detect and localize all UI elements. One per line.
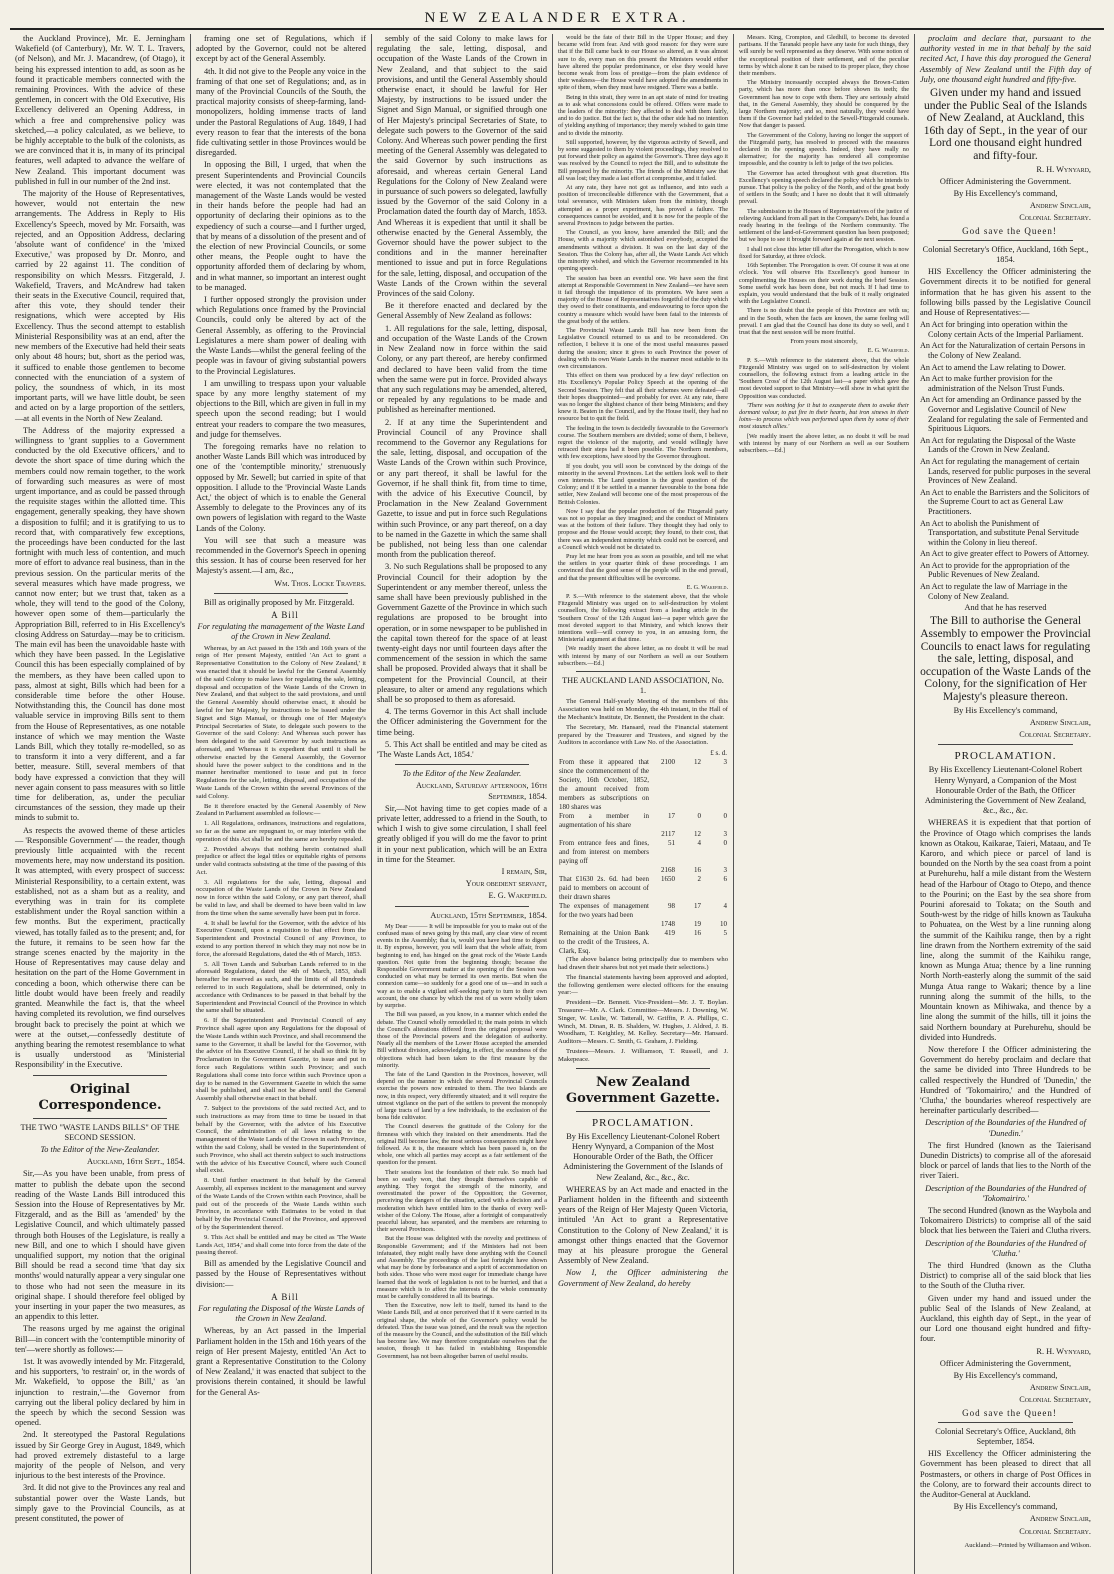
paragraph: 2. If at any time the Superintendent and Provincial Council of any Province shall recommend to the Governor any Regulations for the sale, letting, disposal, and occupation of the Waste Lands of the Crown within such Province, or any part thereof, it shall be lawful for the Governor, if he shall think fit, from time to time, with the advice of his Executive Council, by Proclamation in the New Zealand Government Gazette, to issue and put in force such Regulations within such Province, or any part thereof, on a day to be named in the Gazette in which the same shall be published, not being less than one calendar month from the publication thereof.: [377, 417, 547, 560]
paragraph: I further opposed strongly the provision under which Regulations once framed by the Provincial Councils, could only be altered by act of the General Assembly, as offering to the Provincial Legislatures a mere sham power of dealing with the Waste Lands—whilst the general feeling of the people was in favour of giving substantial powers to the Provincial Legislatures.: [196, 295, 366, 376]
act-item: An Act to regulate the law of Marriage in the Colony of New Zealand.: [920, 582, 1068, 601]
act-item: An Act to enable the Barristers and the Solicitors of the Supreme Court to act as General Law Practitioners.: [920, 487, 1090, 516]
signature: R. H. Wynyard,: [1036, 164, 1091, 174]
note: [We readily insert the above letter, as no doubt it will be read with interest by many of our Northern as well as our Southern subscribers.—Ed.]: [558, 645, 728, 667]
signature: Your obedient servant,: [465, 879, 547, 889]
paragraph: The Bill was passed, as you know, in a manner which ended the debate. The Council wholly remodelled it; the main points in which the Council's alterations differed from the original proposal were those of the Provincial powers and the delegation of authority. Nearly all the members of the Lower House accepted the amended Bill without division, acknowledging, in effect, the soundness of the objections which had been taken to the first measure by the minority.: [377, 1011, 547, 1069]
paragraph: P. S.—With reference to the statement above, that the whole Fitzgerald Ministry was urged on to self-destruction by violent counsellors, the following extract from a leading article in the 'Southern Cross' of the 12th August last—a paper which gave the most devoted support to that Ministry, and which knows their intentions well—will convey to you, in an amusing form, the Ministerial argument at that time.: [558, 593, 728, 644]
divider: [214, 593, 348, 594]
paragraph: The fate of the Land Question in the Provinces, however, will depend on the manner in which the several Provincial Councils exercise the powers now entrusted to them. The two Islands are now, in this respect, very differently situated; and it will require the utmost vigilance on the part of the settlers to prevent the monopoly of large tracts of land by a few individuals, to the exclusion of the bona fide cultivator.: [377, 1070, 547, 1122]
paragraph: There is no doubt that the people of this Province are with us; and in the South, when the facts are known, the same feeling will prevail. I am glad that the Council has done its duty so well, and I trust that the next session will be more fruitful.: [739, 307, 909, 336]
shillings: 0: [697, 812, 701, 821]
shillings: 4: [697, 839, 701, 848]
statement-label: [558, 830, 650, 839]
paragraph: Now I, the Officer administering the Government of New Zealand, do hereby: [558, 1268, 728, 1288]
act-item: An Act for regulating the Disposal of the Waste Lands of the Crown in New Zealand.: [920, 435, 1076, 455]
pence: 4: [723, 902, 727, 911]
signature-title: Officer Administering the Government.: [939, 176, 1072, 186]
signature-title: Officer Administering the Government,: [939, 1358, 1072, 1368]
paragraph: The majority of the House of Representatives, however, would not entertain the new arrangements. The Address in Reply to His Excellency's Speech, moved by Mr. Forsaith, was rejected, and an Opposition Address, declaring 'absolute want of confidence' in the 'mixed Executive,' was proposed by Dr. Monro, and carried by 22 against 11. The condition of responsibility on which Messrs. Fitzgerald, J. Wakefield, Travers, and McAndrew had taken their seats in the Executive Council, required that, after this vote, they should tender their resignations, which were accepted by His Excellency. Thus the second attempt to establish Ministerial Responsibility was at an end, after the new members of the Executive had held their seats only about 48 hours; but, short as the period was, it sufficed to enable those gentlemen to become connected with the enunciation of a system of policy, the soundness of which, in its most important parts, will we have little doubt, be seen and acted on by a large proportion of the settlers,—at all events in the North of New Zealand.: [15, 189, 185, 423]
letter-title: THE TWO "WASTE LANDS BILLS" OF THE SECOND SESSION.: [20, 1122, 180, 1142]
paragraph: 3. No such Regulations shall be proposed to any Provincial Council for their adoption by the Superintendent or any member thereof, unless the same shall have been previously published in the Government Gazette of the Province in which such regulations are proposed to be brought into operation, or in some newspaper to be published in the capital town thereof for the space of at least twenty-eight days nor until fourteen days after the commencement of the session in which the same shall be proposed. Provided always that it shall be competent for the Provincial Council, at their pleasure, to alter or amend any regulations which shall be so proposed to them as aforesaid.: [377, 562, 547, 704]
pence: 3: [723, 866, 727, 875]
divider: [395, 906, 529, 907]
divider: [938, 1422, 1073, 1423]
pence: 10: [720, 920, 727, 929]
letter-date: Auckland, Saturday afternoon, 16th September, 1854.: [415, 781, 547, 801]
proclamation-by: By His Excellency Lieutenant-Colonel Robert Henry Wynyard, a Companion of the Most Honourable Order of the Bath, the Officer Administering the Government of New Zealand, &c., &c., &c.: [924, 765, 1087, 816]
column-4: [553, 34, 734, 1574]
paragraph: HIS Excellency the Officer administering the Government has been pleased to direct that all Postmasters, or others in charge of Post Offices in the Colony, are to forward their accounts direct to the Auditor-General at Auckland.: [920, 1449, 1091, 1500]
act-item: An Act to abolish the Punishment of Transportation, and substitute Penal Servitude within the Colony in lieu thereof.: [920, 518, 1079, 547]
paragraph: 1. All regulations for the sale, letting, disposal, and occupation of the Waste Lands of the Crown in New Zealand now in force within the said Colony, or any part thereof, are hereby confirmed and declared to have been valid from the time when the same were put in force. Provided always that any such regulations may be amended, altered, or repealed by any regulations to be made and published as hereinafter mentioned.: [377, 323, 547, 415]
paragraph: The General Half-yearly Meeting of the members of this Association was held on Monday, the 4th instant, in the Hall of the Mechanic's Institute, Dr. Bennett, the President in the chair.: [558, 698, 728, 722]
statement-row: [558, 920, 728, 929]
pence: 0: [723, 839, 727, 848]
paragraph: Be it therefore enacted by the General Assembly of New Zealand in Parliament assembled as follows:—: [196, 802, 366, 818]
proclamation-by: By His Excellency Lieutenant-Colonel Robert Henry Wynyard, a Companion of the Most Honourable Order of the Bath, the Officer Administering the Government of the Islands of New Zealand, &c., &c., &c.: [563, 1131, 723, 1182]
paragraph: Still supported, however, by the vigorous activity of Sewell, and by some suggested to them by violent proceedings, they resolved to put forward their policy as against the Governor's. Three days ago it was resolved by the Council to reject the Bill, and to substitute the Bill prepared by the minority. The friends of the Ministry saw that all was lost; they made a last effort at compromise, and it failed.: [558, 138, 728, 182]
shillings: 2: [697, 875, 701, 884]
column-1: [10, 34, 191, 1574]
paragraph: Sir,—Not having time to get copies made of a private letter, addressed to a friend in the South, to which I wish to give some circulation, I shall feel greatly obliged if you will do me the favor to print it in your next publication, which will be an Extra in time for the Steamer.: [377, 803, 547, 864]
letter-addressee: To the Editor of the New-Zealander.: [40, 1144, 160, 1154]
pence: 0: [723, 812, 727, 821]
printer-footer: Auckland:—Printed by Williamson and Wilson.: [964, 1541, 1091, 1549]
signature: E. G. Wakefield.: [488, 891, 547, 901]
paragraph: Messrs. King, Crompton, and Gledhill, to become its devoted partisans. If the Taranaki people have any taste for such things, they will surely be well represented as they deserve. With some notion of the exceptional position of their settlement, and of the peculiar terms by which alone it can be raised to its proper place, they chose their members.: [739, 34, 909, 78]
act-item: An Act to provide for the appropriation of the Public Revenues of New Zealand.: [920, 560, 1070, 580]
pounds: 419: [664, 929, 675, 938]
command-line: By His Excellency's command,: [953, 1371, 1058, 1380]
paragraph: Being in this strait, they were in an apt state of mind for treating as to ask what concessions could be offered. Offers were made to the leaders of the minority: they affected to deal with them fairly, and to do justice. But the fact is, that the other side had no intention of yielding anything of importance; they merely wished to gain time and to divide the minority.: [558, 93, 728, 137]
column-6: [915, 34, 1096, 1574]
paragraph: And that he has reserved: [964, 603, 1047, 613]
divider: [33, 1075, 167, 1076]
statement-label: From entrance fees and fines, and from interest on members paying off: [559, 839, 649, 866]
paragraph: Now therefore I the Officer administering the Government do hereby proclaim and declare that the same be divided into Three Hundreds to be called respectively the Hundred of 'Dunedin,' the Hundred of 'Tokomairiro,' and the Hundred of 'Clutha,' the boundaries whereof respectively are hereinafter particularly described—: [920, 1044, 1091, 1116]
paragraph: (The above balance being principally due to members who had drawn their shares but not yet made their selections.): [558, 956, 728, 972]
pence: 6: [723, 875, 727, 884]
signature-title: Colonial Secretary.: [1019, 1526, 1091, 1536]
bill-subtitle: For regulating the management of the Waste Land of the Crown in New Zealand.: [197, 622, 365, 642]
bill-subtitle: For regulating the Disposal of the Waste Lands of the Crown in New Zealand.: [198, 1303, 364, 1324]
god-save-the-queen: God save the Queen!: [962, 225, 1057, 236]
given-under-hand: Given under my hand and issued under the Public Seal of the Islands of New Zealand, at Auckland, this 16th day of Sept., in the year of our Lord one thousand eight hundred and fifty-four.: [923, 87, 1088, 162]
act-item: An Act to amend the Law relating to Dower.: [920, 362, 1066, 372]
paragraph: I shall not close this letter till after the Prorogation, which is now fixed for Saturday, at three o'clock.: [739, 245, 909, 260]
paragraph: 16th September. The Prorogation is over. Of course it was at one o'clock. You will observe His Excellency's good humour in complimenting the Houses on their work during the brief Session. Some useful work has been done, but not much. If I had time to explain, you would understand that the bulk of it really originated with the Legislative Council.: [739, 262, 909, 306]
letter-addressee: To the Editor of the New Zealander.: [402, 769, 522, 779]
paragraph: The third Hundred (known as the Clutha District) to comprise all of the said block that lies to the South of the Clutha river.: [920, 1260, 1091, 1291]
reserved-bill: The Bill to authorise the General Assembly to empower the Provincial Councils to enact laws for regulating the sale, letting, disposal, and occupation of the Waste Lands of the Colony, for the signification of Her Majesty's pleasure thereon.: [920, 615, 1091, 704]
office-heading: Colonial Secretary's Office, Auckland, 8th September, 1854.: [935, 1426, 1076, 1447]
paragraph: You will see that such a measure was recommended in the Governor's Speech in opening this session. It has of course been reserved for her Majesty's assent.—I am, &c.,: [196, 535, 366, 576]
signature-title: Colonial Secretary.: [1019, 730, 1091, 740]
paragraph: WHEREAS by an Act made and enacted in the Parliament holden in the fifteenth and sixteenth years of the Reign of Her Majesty Queen Victoria, intituled 'An Act to grant a Representative Constitution to the Colony of New Zealand,' it is amongst other things enacted that the Governor may at his pleasure prorogue the General Assembly of New Zealand.: [558, 1184, 728, 1266]
statement-row: [558, 758, 728, 812]
signature: Wm. Thos. Locke Travers.: [274, 578, 366, 588]
association-title: THE AUCKLAND LAND ASSOCIATION, No. 1.: [562, 676, 724, 696]
paragraph: 9. This Act shall be entitled and may be cited as 'The Waste Lands Act, 1854,' and shall come into force from the date of the passing thereof.: [196, 1233, 366, 1257]
paragraph: 2. Provided always that nothing herein contained shall prejudice or affect the legal titles or equitable rights of persons under valid contracts subsisting at the time of the passing of this Act.: [196, 845, 366, 876]
paragraph: 1st. It was avowedly intended by Mr. Fitzgerald, and his supporters, 'to restrain' or, in the words of Mr. Wakefield, 'to oppose the Bill,' as 'an injunction to restrain,'—the Governor from carrying out the liberal policy declared by him in the speech by which the second Session was opened.: [15, 1356, 185, 1428]
pounds: 1650: [661, 875, 675, 884]
paragraph: As respects the avowed theme of these articles — 'Responsible Government' — the reader, though previously little acquainted with the recent movements here, may now understand its position. It was attempted, with every prospect of success: Ministerial Responsibility, to a certain extent, was established, not as a sham but as a reality, and everything was in train for its complete establishment under the Royal sanction within a few months. But the experiment, practically viewed, has totally failed as to the present; and, for the future, it remains to be seen how far the strange scenes enacted by the majority in the House of Representatives may cause delay and hesitation on the part of the Home Government in conceding a boon, which otherwise there can be little doubt would have been freely and readily granted. Meanwhile the fact is, that the wheel having completed its revolution, we find ourselves brought back to precisely the point at which we were at the outset,—confessedly destitute of anything bearing the remotest resemblance to what is usually understood as 'Ministerial Responsibility' in the Executive.: [15, 825, 185, 1070]
signature: Andrew Sinclair,: [1029, 717, 1091, 727]
paragraph: 1. All Regulations, ordinances, instructions and regulations, so far as the same are repugnant to, or may interfere with the operation of this Act shall be and the same are hereby repealed.: [196, 820, 366, 843]
act-item: An Act to make further provision for the administration of the Nelson Trust Funds.: [920, 374, 1065, 393]
statement-row: [558, 929, 728, 956]
statement-row: [558, 866, 728, 875]
paragraph: 4. The terms Governor in this Act shall include the Officer administering the Government for the time being.: [377, 707, 547, 737]
paragraph: The Council deserves the gratitude of the Colony for the firmness with which they insisted on their amendments. Had the original Bill become law, the most serious consequences might have followed. As it is, the measure which has been passed is, on the whole, one which all parties may accept as a fair settlement of the question for the present.: [377, 1123, 547, 1167]
paragraph: Sir,—As you have been unable, from press of matter to publish the debate upon the second reading of the Waste Lands Bill introduced this Session into the House of Representatives by Mr. Fitzgerald, and as the Bill as 'amended' by the Legislative Council, and which ultimately passed through both Houses of the Legislature, is really a new Bill, and one to which I should have given unqualified support, my notion that the original Bill should be read a second time 'that day six months' would naturally appear a very singular one to those who had not seen the measure in its original shape. I should therefore feel obliged by your inserting in your paper the two measures, as an appendix to this letter.: [15, 1169, 185, 1322]
paragraph: 'There was nothing for it but to exasperate them to awake their dormant valour, to put fire in their hearts, but iron sinews in their loins—to process which was performed upon them by some of their most staunch allies.': [739, 401, 909, 431]
bill-heading: A Bill: [271, 1291, 299, 1302]
signature: E. G. Wakefield.: [867, 347, 909, 355]
statement-label: Remaining at the Union Bank to the credit of the Trustees, A. Clark, Esq.: [559, 929, 649, 956]
statement-label: The expenses of management for the two years had been: [559, 902, 649, 920]
paragraph: The Council, as you know, have amended the Bill; and the House, with a majority which astonished everybody, accepted the amendments without a division. It was on the last day of the Session. Thus the Colony has, after all, the Waste Lands Act which the minority wished, and which the Governor recommended in his opening speech.: [558, 229, 728, 273]
paragraph: HIS Excellency the Officer administering the Government directs it to be notified for general information that he has given his assent to the following bills passed by the Legislative Council and House of Representatives:—: [920, 267, 1091, 318]
proclamation-title: PROCLAMATION.: [592, 1116, 694, 1129]
signature-title: Colonial Secretary,: [1019, 1395, 1091, 1405]
paragraph: Bill as amended by the Legislative Council and passed by the House of Representatives without division:—: [196, 1259, 366, 1289]
act-item: An Act to give greater effect to Powers of Attorney.: [920, 549, 1089, 559]
pounds: 2100: [661, 758, 675, 767]
paragraph: Whereas, by an Act passed in the Imperial Parliament holden in the 15th and 16th years of the reign of Her present Majesty, entitled 'An Act to grant a Representative Constitution to the Colony of New Zealand,' it was enacted that subject to the provisions therein contained, it should be lawful for the General As-: [196, 1326, 366, 1397]
paragraph: 2nd. It stereotyped the Pastoral Regulations issued by Sir George Grey in August, 1849, which had proved extremely distasteful to a large majority of the people of Nelson, and very injurious to the best interests of the Province.: [15, 1430, 185, 1481]
paragraph: P. S.—With reference to the statement above, that the whole Fitzgerald Ministry was urged on to self-destruction by violent counsellors, the following extract from a leading article in the 'Southern Cross' of the 12th August last—a paper which gave the most devoted support to that Ministry—will show in what spirit the Opposition was conducted.: [739, 356, 909, 400]
pounds: 1748: [661, 920, 675, 929]
statement-label: That £1630 2s. 6d. had been paid to members on account of their drawn shares: [559, 875, 649, 902]
pounds: 2168: [661, 866, 675, 875]
paragraph: 7. Subject to the provisions of the said recited Act, and to such instructions as may from time to time be issued in that behalf by the Governor, with the advice of his Executive Council, the administration of all laws relating to the management of the Waste Lands of the Crown in each Province, within the said Colony, shall be vested in the Superintendent of such Province, who shall act therein subject to such instructions with the advice of his Executive Council, where such Council shall exist.: [196, 1105, 366, 1175]
paragraph: Now I say that the popular production of the Fitzgerald party was not so popular as they imagined; and the conduct of Ministers was at the bottom of their failure. They thought they had only to propose and the House would accept; they found, to their cost, that there was an independent minority which could not be coerced, and a Council which would not be dictated to.: [558, 507, 728, 551]
boundary-heading: Description of the Boundaries of the Hundred of 'Dunedin.': [925, 1118, 1086, 1138]
boundary-heading: Description of the Boundaries of the Hundred of 'Tokomairiro.': [925, 1183, 1086, 1203]
statement-row: [558, 902, 728, 920]
statement-label: From these it appeared that since the commencement of the Society, 16th October, 1852, the amount received from members as subscriptions on 180 shares was: [559, 758, 649, 812]
paragraph: Their sessions lost the foundation of their rule. So much had been so easily won, that they thought themselves capable of anything. They forgot the strength of the minority, and overestimated the power of the Opposition; the Governor, perceiving the dangers of the situation, acted with a decision and a moderation which have entitled him to the thanks of every well-wisher of the Colony. The House, after a fortnight of comparatively peaceful labour, has separated, and the members are returning to their several Provinces.: [377, 1168, 547, 1234]
paragraph: the Auckland Province), Mr. E. Jerningham Wakefield (of Canterbury), Mr. W. T. L. Travers, (of Nelson), and Mr. J. Macandrew, (of Otago), it being his expressed intention to add, as soon as he found it practicable members connected with the remaining Provinces. With the advice of these gentlemen, in concert with the Old Executive, His Excellency delivered an Opening Address, in which a free and comprehensive policy was sketched,—a policy calculated, as we believe, to be highly acceptable to the bulk of the colonists, as we are convinced that it is, in many of its principal features, well adapted to advance the welfare of New Zealand. This important document was published in full in our number of the 2nd inst.: [15, 34, 185, 186]
columns: [10, 34, 1104, 1574]
trustees: Trustees—Messrs. J. Williamson, T. Russell, and J. Makepeace.: [558, 1048, 728, 1063]
divider: [938, 744, 1073, 745]
paragraph: The first Hundred (known as the Taierisand Dunedin Districts) to comprise all of the aforesaid block or parcel of lands that lies to the North of the river Taieri.: [920, 1140, 1091, 1181]
paragraph: 3. All regulations for the sale, letting, disposal and occupation of the Waste Lands of the Crown in New Zealand now in force within the said Colony, or any part thereof, shall be valid in law, and shall be deemed to have been valid in law from the time when the same severally have been put in force.: [196, 878, 366, 917]
paragraph: proclaim and declare that, pursuant to the authority vested in me in that behalf by the said recited Act, I have this day prorogued the General Assembly of New Zealand until the Fifth day of July, one thousand eight hundred and fifty-five.: [920, 34, 1091, 84]
masthead: NEW ZEALANDER EXTRA.: [10, 8, 1104, 30]
paragraph: 5. This Act shall be entitled and may be cited as 'The Waste Lands Act, 1854.': [377, 739, 547, 760]
shillings: 17: [694, 902, 701, 911]
closing: From yours most sincerely,: [790, 338, 858, 346]
divider: [395, 764, 529, 765]
paragraph: My Dear ——— It will be impossible for you to make out of the confused mass of news going by this mail, any clear view of recent events in the Assembly; that is, would you have had time to digest it. By express, however, you will learn that the whole affair, from beginning to end, has hinged on the great rock of the Waste Lands question. Not quite from the beginning though; because the Responsible Government matter at the opening of the Session was conducted on what may be termed its own merits. But when the connexion came—so suddenly for a good one of us—and in such a way as to enable a vigilant self-seeking party to turn to their own account, the one chance by which the rest of us were wholly taken by surprise.: [377, 922, 547, 1010]
act-item: An Act for amending an Ordinance passed by the Governor and Legislative Council of New Zealand for regulating the sale of Fermented and Spirituous Liquors.: [920, 395, 1088, 434]
divider: [576, 1111, 710, 1112]
proclamation-title: PROCLAMATION.: [954, 750, 1057, 763]
paragraph: At any rate, they have not got as influence, and into such a position of irreconcileable difference with the Government, that a total severance, with Ministers taken from the ministry, though attempted as a proper experiment, has proved a failure. The consequences cannot be avoided, and it is now for the people of the several Provinces to judge between the parties.: [558, 184, 728, 228]
financial-statement: [558, 749, 728, 956]
statement-row: [558, 875, 728, 902]
paragraph: Whereas, by an Act passed in the 15th and 16th years of the reign of Her present Majesty, entitled 'An Act to grant a Representative Constitution to the Colony of New Zealand,' it was enacted that it should be lawful for the General Assembly of the said Colony to make laws for regulating the sale, letting, disposal and occupation of the Waste Lands of the Crown in New Zealand, and that subject to the said provisions, and until the General Assembly should otherwise enact, it should be lawful for her Majesty, by instructions to be issued under the Signet and Sign Manual, or through one of Her Majesty's Principal Secretaries of State, to delegate such powers to the Governor of the said Colony: And Whereas such power has been delegated to the said Governor by such instructions as aforesaid, and Whereas it is expedient that until it shall be otherwise enacted by the General Assembly, the Governor should have the power subject to the conditions and in the manner hereinafter mentioned to issue and put in force Regulations for the sale, letting, disposal, and occupation of the Waste Lands of the Crown within the several Provinces of the said Colony.: [196, 644, 366, 800]
column-5: [734, 34, 915, 1574]
signature-title: Colonial Secretary.: [1019, 213, 1091, 223]
signature: I remain, Sir,: [501, 867, 547, 877]
paragraph: would be the fate of their Bill in the Upper House; and they became wild from fear. And with good reason: for they were sure that if the Bill came back to our House so altered, as it was almost sure to do, every man on this present the Ministers would either have altered the popular predominance, or else they would have become weak from loss of prestige—from the plain evidence of their weakness—the House would have adopted the amendments in spite of them, when they must have resigned. There was a battle.: [558, 34, 728, 92]
shillings: 16: [694, 866, 701, 875]
shillings: 19: [694, 920, 701, 929]
signature: R. H. Wynyard,: [1036, 1346, 1091, 1356]
paragraph: Then the Executive, now left to itself, turned its hand to the Waste Lands Bill, and at once perceived that if it were carried in its original shape, the whole of the Governor's policy would be defeated. Thus the issue was joined, and the result was the rejection of the measure by the Council, and the substitution of the Bill which has become law. We may therefore congratulate ourselves that the session, though it has failed in establishing Responsible Government, has not been altogether barren of useful results.: [377, 1302, 547, 1360]
shillings: 12: [694, 758, 701, 767]
pounds: 2117: [661, 830, 675, 839]
section-title: Original Correspondence.: [38, 1081, 162, 1113]
command-line: By His Excellency's command,: [953, 1502, 1058, 1512]
paragraph: I am unwilling to trespass upon your valuable space by any more lengthy statement of my objections to the Bill, which are given in full in my speech upon the second reading; but I would entreat your readers to compare the two measures, and judge for themselves.: [196, 378, 366, 439]
pounds: 51: [668, 839, 675, 848]
paragraph: If you doubt, you will soon be convinced by the doings of the minority in the several Provinces. Let the settlers look well to their own interests. The Land question is the great question of the Colony; and if it be settled in a manner favourable to the bona fide settler, New Zealand will become one of the most prosperous of the British Colonies.: [558, 462, 728, 506]
paragraph: Pray let me hear from you as soon as possible, and tell me what the settlers in your quarter think of these proceedings. I am convinced that the good sense of the people will in the end prevail, and that the present difficulties will be overcome.: [558, 553, 728, 582]
god-save-the-queen: God save the Queen!: [962, 1407, 1057, 1418]
paragraph: Bill as originally proposed by Mr. Fitzgerald.: [204, 597, 355, 607]
paragraph: The second Hundred (known as the Waybola and Tokomairero Districts) to comprise all of the said block that lies between the Taieri and Clutha rivers.: [920, 1205, 1091, 1236]
divider: [33, 1118, 167, 1119]
bill-heading: A Bill: [271, 609, 299, 620]
paragraph: The Government of the Colony, having no longer the support of the Fitzgerald party, has resolved to proceed with the measures declared in the opening speech. Indeed, they have really no alternative; for the majority has rendered all compromise impossible, and the country is left to judge of the two policies.: [739, 131, 909, 168]
officers-list: President—Dr. Bennett. Vice-President—Mr. J. T. Boylan. Treasurer—Mr. A. Clark. Committee—Messrs. J. Downing, W. Singer, W. Leslie, W. Tatterall, W. Griffin, P. A. Phillips, C. Winch, M. Dinan, R. B. Shalders, W. Hughes, J. Aldred, J. B. Woodham, T. Keightley, M. Kelley. Secretary—Mr. Hansard. Auditors—Messrs. C. Smith, G. Graham, J. Fielding.: [558, 999, 728, 1046]
statement-row: [558, 839, 728, 866]
signature: Andrew Sinclair,: [1029, 1383, 1091, 1393]
paragraph: 4th. It did not give to the People any voice in the framing of that one set of Regulations; and, as in many of the Provincial Councils of the South, the practical majority consists of sheep-farming, land-monopolizers, holding immense tracts of land under the Pastoral Regulations of Aug. 1849, I had every reason to fear that the interests of the bona fide cultivating settler in those Provinces would be disregarded.: [196, 66, 366, 158]
pence: 3: [723, 830, 727, 839]
paragraph: sembly of the said Colony to make laws for regulating the sale, letting, disposal, and occupation of the Waste Lands of the Crown in New Zealand, and that subject to the said provisions, and until the General Assembly should otherwise enact, it should be lawful for Her Majesty, by instructions to be issued under the Signet and Sign Manual, or signified through one of Her Majesty's principal Secretaries of State, to delegate such powers to the Governor of the said Colony. And Whereas such power pending the first meeting of the General Assembly was delegated to the said Governor by such instructions as aforesaid, and whereas certain General Land Regulations for the Colony of New Zealand were in pursuance of such powers so delegated, lawfully issued by the Governor of the said Colony in a Proclamation dated the fourth day of March, 1853. And Whereas it is expedient that until it shall be otherwise enacted by the General Assembly, the Governor should have the power subject to the conditions and in the manner hereinafter mentioned to issue and put in force Regulations for the sale, letting, disposal, and occupation of the Waste Lands of the Crown within the several Provinces of the said Colony.: [377, 34, 547, 299]
paragraph: The feeling in the town is decidedly favourable to the Governor's course. The Southern members are divided; some of them, I believe, regret the violence of the majority, and would willingly have retraced their steps had it been possible. The Northern members, with few exceptions, have stood by the Governor throughout.: [558, 424, 728, 461]
gazette-title: New Zealand Government Gazette.: [566, 1074, 720, 1106]
command-line: By His Excellency's command,: [953, 705, 1058, 715]
signature: E. G. Wakefield.: [686, 583, 728, 591]
paragraph: But the House was delighted with the novelty and prettiness of Responsible Government; and if the Ministers had not been infatuated, they might really have done anything with the Council and Assembly. The proceedings of the last fortnight have shown what may be done by forbearance and a spirit of accommodation on both sides. Those who were most eager for immediate change have learned that the work of legislation is not to be hurried, and that a measure which is to affect the interests of the whole community must be carefully considered in all its bearings.: [377, 1235, 547, 1301]
pence: 5: [723, 929, 727, 938]
paragraph: The Address of the majority expressed a willingness to 'grant supplies to a Government conducted by the old Executive officers,' and to devote the short space of time during which the members could now remain together, to the work of forwarding such measures as were of most urgent importance, and as could be passed through the requisite stages within the allotted time. This engagement, generally speaking, they have shown a disposition to fulfil; and it is gratifying to us to record that, with comparatively few exceptions, the proceedings have been conducted for the last fortnight with much less of contention, and much more of effort to advance real business, than in the previous session. On the particular merits of the several measures which have made progress, we cannot now enter; but we trust that, taken as a whole, they will tend to the good of the Colony, however open some of them—particularly the Appropriation Bill, referred to in His Excellency's closing Address on Saturday—may be to criticism. The main evil has been the unavoidable haste with which they have been passed. In the Legislative Council this has been especially complained of by the members, as they have been called upon to pass, almost at sight, Bills which had been for a considerable time before the other House. Notwithstanding this, the Council has done most valuable service in improving Bills sent to them from the House of Representatives, as one notable instance of which we may mention the Waste Lands Bill, which they totally re-modelled, so as to transform it into a very different, and a far better, measure. Still, several members of that body have expressed a conviction that they will never again consent to pass measures with so little time for deliberation, as, under the peculiar circumstances of the session, they made up their minds to submit to.: [15, 425, 185, 823]
paragraph: The reasons urged by me against the original Bill—in concert with the 'contemptible minority of ten'—were shortly as follows:—: [15, 1324, 185, 1354]
paragraph: The Governor has acted throughout with great discretion. His Excellency's opening speech declared the policy which he intends to pursue. That policy is the policy of the North, and of the great body of settlers in the South; and I have no doubt that it will ultimately prevail.: [739, 169, 909, 206]
paragraph: 5. All Town Lands and Suburban Lands referred to in the aforesaid Regulations, dated the 4th of March, 1853, shall hereafter be reserved as such, and the limits of all Hundreds referred to in such Regulations, shall be determined, only in accordance with Ordinances to be passed in that behalf by the Superintendent and Provincial Council of the Province in which the same shall be situated.: [196, 960, 366, 1015]
act-item: An Act for regulating the management of certain Lands, reserved for public purposes in the several Provinces of New Zealand.: [920, 456, 1091, 486]
statement-row: [558, 812, 728, 830]
statement-label: From a member in augmentation of his share: [559, 812, 649, 830]
paragraph: WHEREAS it is expedient that that portion of the Province of Otago which comprises the lands known as Otakou, Kaikarae, Taieri, Mataau, and Te Karoro, and which piece or parcel of land is bounded on the North by the sea coast from a point at Purehurehu, half a mile distant from the Western head of the Harbour of Otago to Otepo, and thence to the Pourini; on the East by the sea shore from Pourini aforesaid to Tokata; on the South and South-west by the ridge of hills known as Taukuha to Pohuatea, on the West by a line running along the summit of the Kaihiku range, then by a right line drawn from the Northern extremity of the said line, along the summit of the Kaihiku range, known as Munga Atua; thence by a line running North North-easterly along the summit of the said Munga Atua range to Wakari; thence by a line running along the summit of the hills, to the Mountain known as Mihiwaka, and thence by a line along the summit of the hills, till it joins the said Northern boundary at Purehurehu, should be divided into Hundreds.: [920, 818, 1091, 1042]
given-under-hand: Given under my hand and issued under the public Seal of the Islands of New Zealand, at Auckland, this eighth day of Sept., in the year of our Lord one thousand eight hundred and fifty-four.: [920, 1293, 1091, 1344]
pence: 3: [723, 758, 727, 767]
paragraph: This effect on them was produced by a few days' reflection on His Excellency's Popular Policy Speech at the opening of the Second Session. They felt that all their schemes were defeated—all their hopes disappointed—and probably for ever. At any rate, there was no longer the slightest chance of their being Ministers; and they knew it. Beaten in the Council, and by the House itself, they had no resource but to quit the field.: [558, 372, 728, 423]
shillings: 12: [694, 830, 701, 839]
paragraph: The financial statements having been approved and adopted, the following gentlemen were elected officers for the ensuing year:—: [558, 973, 728, 997]
letter-date: Auckland, 16th Sept., 1854.: [86, 1157, 185, 1167]
command-line: By His Excellency's command,: [953, 188, 1058, 198]
paragraph: 4. It shall be lawful for the Governor, with the advice of his Executive Council, upon a requisition to that effect from the Superintendent and Provincial Council of any Province, to extend to any portion thereof in which they may not now be in force, the aforesaid Regulations, dated the 4th of March, 1853.: [196, 919, 366, 958]
paragraph: 6. If the Superintendent and Provincial Council of any Province shall agree upon any Regulations for the disposal of the Waste Lands within such Province, and shall recommend the same to the Governor, it shall be lawful for the Governor, with the advice of his Executive Council, if he shall so think fit by Proclamation in the Government Gazette, to issue and put in force such Regulations within such Province; and such Regulations shall come into force within such Province upon a day to be named in the Government Gazette in which the same shall be published, and shall not be altered until the General Assembly shall otherwise enact in that behalf.: [196, 1017, 367, 1103]
divider: [938, 240, 1073, 241]
signature: Andrew Sinclair,: [1029, 1514, 1091, 1524]
paragraph: framing one set of Regulations, which if adopted by the Governor, could not be altered except by act of the General Assembly.: [196, 34, 366, 64]
paragraph: 3rd. It did not give to the Provinces any real and substantial power over the Waste Lands, but simply gave to the Provincial Councils, as at present constituted, the power of: [15, 1483, 185, 1524]
act-item: An Act for bringing into operation within the Colony certain Acts of the Imperial Parliament.: [920, 320, 1084, 339]
boundary-heading: Description of the Boundaries of the Hundred of 'Clutha.': [925, 1238, 1086, 1258]
paragraph: The foregoing remarks have no relation to another Waste Lands Bill which was introduced by one of the 'contemptible minority,' strenuously opposed by Mr. Sewell; but carried in spite of that opposition. I allude to the 'Provincial Waste Lands Act,' the object of which is to enable the General Assembly to delegate to the Provinces any of its own powers of legislation with regard to the Waste Lands of the Colony.: [196, 441, 366, 533]
statement-label: [558, 866, 650, 875]
paragraph: The submission to the Houses of Representatives of the justice of relieving Auckland from all part in the Company's Debt, has found a ready hearing in the feelings of the Northern community. The settlement of the land-of-Government question has been postponed; but we hope to see it brought forward again at the next session.: [739, 207, 909, 244]
currency-header: £ s. d.: [710, 749, 727, 758]
paragraph: 8. Until further enactment in that behalf by the General Assembly, all expenses incident to the management and survey of the Waste Lands of the Crown within each Province, shall be paid out of the proceeds of the Waste Lands within such Province, in accordance with Estimates to be voted in that behalf by the Provincial Council of the Province, and approved of by the Superintendent thereof.: [196, 1177, 366, 1231]
signature: Andrew Sinclair,: [1029, 201, 1091, 211]
statement-label: [558, 920, 650, 929]
paragraph: The session has been an eventful one. We have seen the first attempt at Responsible Government in New Zealand—we have seen it fail through the impatience of its promoters. We have seen a majority of the House of Representatives forgetful of the duty which they owed to their constituents, and endeavouring to force upon the country a measure which would have been fatal to the interests of the great body of the settlers.: [558, 274, 728, 325]
column-3: [372, 34, 553, 1574]
divider: [576, 1068, 710, 1069]
note: [We readily insert the above letter, as no doubt it will be read with interest by many of our Northern as well as our Southern subscribers.—Ed.]: [739, 432, 909, 454]
paragraph: The Provincial Waste Lands Bill has now been from the Legislative Council returned to us and to be reconsidered. On reflection, I believe it is one of the most useful measures passed during the session; since it gives to each Province the power of dealing with its own Waste Lands in the manner most suitable to its own circumstances.: [558, 326, 728, 370]
letter-date: Auckland, 15th September, 1854.: [430, 910, 547, 920]
paragraph: In opposing the Bill, I urged, that when the present Superintendents and Provincial Councils were elected, it was not contemplated that the management of the Waste Lands would be vested in their hands before the people had had an opportunity of declaring their opinions as to the expediency of such a course—and I further urged, that by means of a dissolution of the present and of the election of new Provincial Councils, or some other means, the People ought to have the opportunity afforded them of declaring by whom, and in what manner, so important an interest ought to be managed.: [196, 160, 366, 292]
divider: [576, 671, 710, 672]
shillings: 16: [694, 929, 701, 938]
pounds: 17: [668, 812, 675, 821]
paragraph: Be it therefore enacted and declared by the General Assembly of New Zealand as follows:: [377, 301, 547, 321]
paragraph: The Ministry incessantly occupied always the Brown-Cutten party, which has more than once before shown its teeth; the Government has now to cope with them. They are seriously afraid that, in the General Assembly, they should be conquered by the large Northern majority; and so, most naturally, they would have them if the Governor had yielded to the Sewell-Fitzgerald counsels. Now that danger is passed.: [739, 79, 909, 130]
statement-row: [558, 830, 728, 839]
column-2: [191, 34, 372, 1574]
act-item: An Act for the Naturalization of certain Persons in the Colony of New Zealand.: [920, 341, 1086, 360]
paragraph: The Secretary, Mr. Hansard, read the Financial statement prepared by the Treasurer and Trustees, and signed by the Auditors in accordance with Law No. of the Association.: [558, 723, 728, 747]
office-heading: Colonial Secretary's Office, Auckland, 16th Sept., 1854.: [922, 244, 1089, 264]
acts-list: [920, 320, 1091, 601]
pounds: 98: [668, 902, 675, 911]
